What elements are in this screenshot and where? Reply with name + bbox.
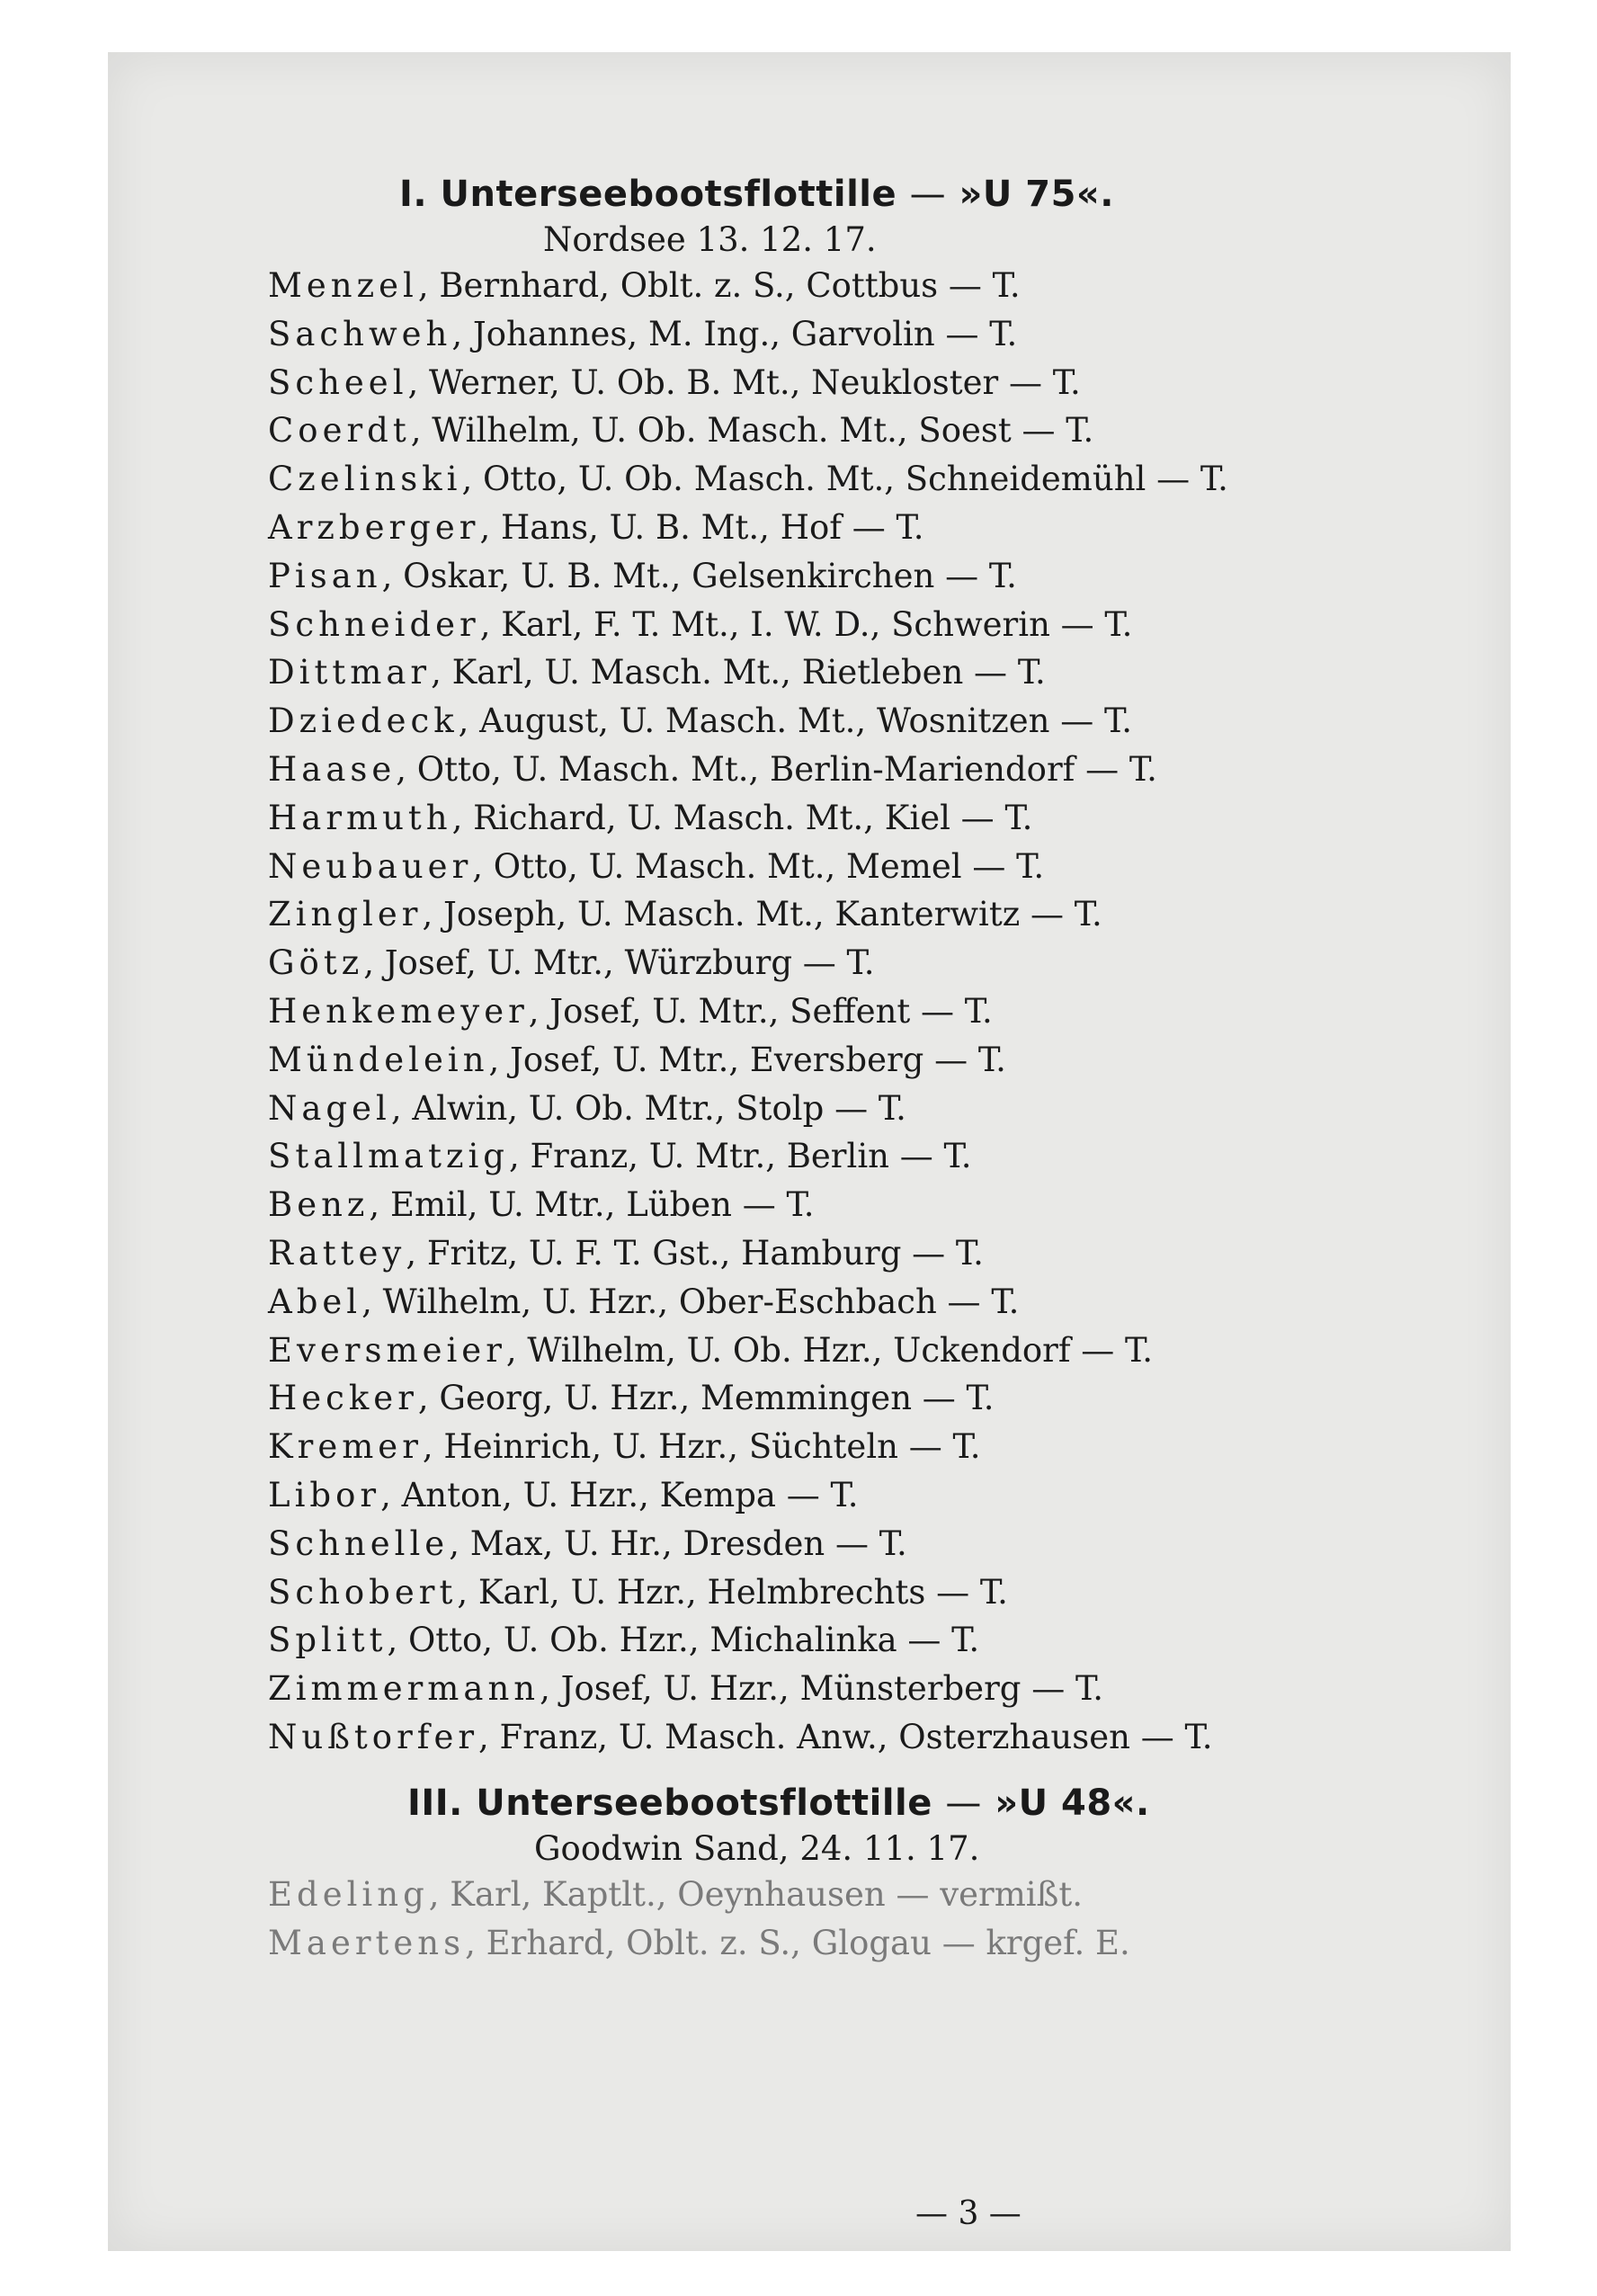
entry-details: , Wilhelm, U. Hzr., Ober-Eschbach — T. (361, 1282, 1020, 1321)
entry-details: , Franz, U. Mtr., Berlin — T. (508, 1137, 972, 1176)
entry-details: , Otto, U. Ob. Hzr., Michalinka — T. (387, 1621, 980, 1660)
list-item (268, 1327, 1347, 1375)
list-item (268, 890, 1347, 939)
list-item (268, 455, 1347, 504)
entry-details: , Heinrich, U. Hzr., Süchteln — T. (422, 1427, 981, 1467)
entry-details: , Franz, U. Masch. Anw., Osterzhausen — T. (478, 1717, 1213, 1756)
list-item (268, 939, 1347, 987)
surname: Stallmatzig (268, 1137, 509, 1176)
boat-name: »U 48«. (995, 1782, 1150, 1824)
section-heading-1 (399, 171, 1347, 218)
entry-details: , Karl, Kaptlt., Oeynhausen — vermißt. (428, 1874, 1083, 1914)
surname: Götz (268, 943, 364, 983)
entry-details: , Max, U. Hr., Dresden — T. (449, 1523, 907, 1563)
document-content (268, 171, 1347, 2232)
list-item (268, 406, 1347, 455)
surname: Mündelein (268, 1040, 489, 1079)
list-item (268, 1085, 1347, 1133)
list-item (268, 1181, 1347, 1229)
surname: Abel (268, 1282, 362, 1321)
flotilla-title: III. Unterseebootsflottille (407, 1782, 932, 1824)
entry-details: , Joseph, U. Masch. Mt., Kanterwitz — T. (422, 895, 1102, 934)
entry-details: , Josef, U. Mtr., Würzburg — T. (363, 943, 875, 983)
surname: Dittmar (268, 653, 432, 692)
list-item (268, 1616, 1347, 1665)
entry-details: , Fritz, U. F. T. Gst., Hamburg — T. (406, 1233, 984, 1273)
flotilla-title: I. Unterseebootsflottille (399, 174, 897, 215)
surname: Schnelle (268, 1523, 450, 1563)
list-item (268, 1520, 1347, 1568)
surname: Sachweh (268, 314, 452, 353)
list-item (268, 697, 1347, 746)
list-item (268, 1423, 1347, 1471)
entry-details: , Karl, U. Hzr., Helmbrechts — T. (457, 1572, 1008, 1612)
list-item (268, 310, 1347, 359)
list-item (268, 1278, 1347, 1327)
surname: Rattey (268, 1233, 406, 1273)
surname: Menzel (268, 266, 418, 305)
list-item (268, 359, 1347, 407)
entry-details: , Oskar, U. B. Mt., Gelsenkirchen — T. (381, 556, 1017, 595)
entry-details: , Anton, U. Hzr., Kempa — T. (380, 1475, 859, 1514)
list-item (268, 262, 1347, 310)
boat-name: »U 75«. (959, 174, 1114, 215)
entry-details: , Karl, F. T. Mt., I. W. D., Schwerin — T. (479, 604, 1133, 644)
list-item (268, 1665, 1347, 1713)
list-item (268, 1132, 1347, 1181)
surname: Benz (268, 1185, 370, 1225)
surname: Splitt (268, 1621, 388, 1660)
surname: Scheel (268, 362, 408, 402)
entry-details: , August, U. Masch. Mt., Wosnitzen — T. (458, 701, 1133, 741)
surname: Dziedeck (268, 701, 459, 741)
list-item (268, 1374, 1347, 1423)
entry-details: , Bernhard, Oblt. z. S., Cottbus — T. (417, 266, 1021, 305)
surname: Kremer (268, 1427, 423, 1467)
list-item (268, 1229, 1347, 1278)
casualty-list-1 (268, 262, 1347, 1762)
surname: Nußtorfer (268, 1717, 479, 1756)
surname: Schneider (268, 604, 480, 644)
list-item (268, 746, 1347, 794)
entry-details: , Hans, U. B. Mt., Hof — T. (479, 507, 924, 547)
section-heading-3 (407, 1780, 1347, 1827)
entry-details: , Werner, U. Ob. B. Mt., Neukloster — T. (407, 362, 1081, 402)
entry-details: , Georg, U. Hzr., Memmingen — T. (417, 1379, 995, 1418)
entry-details: , Erhard, Oblt. z. S., Glogau — krgef. E. (465, 1923, 1130, 1962)
entry-details: , Karl, U. Masch. Mt., Rietleben — T. (431, 653, 1046, 692)
surname: Nagel (268, 1088, 391, 1128)
entry-details: , Emil, U. Mtr., Lüben — T. (369, 1185, 815, 1225)
surname: Zimmermann (268, 1669, 540, 1709)
entry-details: , Alwin, U. Ob. Mtr., Stolp — T. (390, 1088, 906, 1128)
casualty-list-3 (268, 1871, 1347, 1968)
entry-details: , Otto, U. Masch. Mt., Berlin-Mariendorf — T. (396, 749, 1157, 789)
list-item (268, 843, 1347, 891)
surname: Zingler (268, 895, 423, 934)
entry-details: , Otto, U. Masch. Mt., Memel — T. (472, 846, 1045, 886)
surname: Edeling (268, 1874, 429, 1914)
entry-details: , Wilhelm, U. Ob. Masch. Mt., Soest — T. (410, 411, 1094, 451)
surname: Schobert (268, 1572, 458, 1612)
entry-details: , Johannes, M. Ing., Garvolin — T. (451, 314, 1018, 353)
entry-details: , Josef, U. Mtr., Eversberg — T. (488, 1040, 1006, 1079)
list-item (268, 552, 1347, 601)
entry-details: , Richard, U. Masch. Mt., Kiel — T. (451, 798, 1033, 837)
entry-details: , Wilhelm, U. Ob. Hzr., Uckendorf — T. (505, 1330, 1154, 1370)
list-item (268, 1471, 1347, 1520)
surname: Neubauer (268, 846, 473, 886)
list-item (268, 504, 1347, 552)
list-item (268, 1871, 1347, 1919)
section-subheading-3: Goodwin Sand, 24. 11. 17. (534, 1828, 980, 1868)
list-item (268, 794, 1347, 843)
surname: Czelinski (268, 460, 462, 499)
surname: Pisan (268, 556, 382, 595)
surname: Hecker (268, 1379, 418, 1418)
list-item (268, 601, 1347, 649)
entry-details: , Otto, U. Ob. Masch. Mt., Schneidemühl — T. (461, 460, 1228, 499)
list-item (268, 1919, 1347, 1968)
surname: Coerdt (268, 411, 411, 451)
surname: Haase (268, 749, 397, 789)
list-item (268, 1568, 1347, 1617)
section-subheading-1: Nordsee 13. 12. 17. (543, 220, 877, 259)
page-number: — 3 — (915, 2195, 1022, 2232)
surname: Harmuth (268, 798, 452, 837)
surname: Henkemeyer (268, 991, 529, 1031)
surname: Maertens (268, 1923, 466, 1962)
entry-details: , Josef, U. Hzr., Münsterberg — T. (540, 1669, 1103, 1709)
heading-dash: — (945, 1782, 982, 1824)
entry-details: , Josef, U. Mtr., Seffent — T. (528, 991, 993, 1031)
heading-dash: — (909, 174, 947, 215)
surname: Libor (268, 1475, 381, 1514)
list-item (268, 1713, 1347, 1762)
list-item (268, 648, 1347, 697)
surname: Eversmeier (268, 1330, 506, 1370)
surname: Arzberger (268, 507, 480, 547)
list-item (268, 1036, 1347, 1085)
list-item (268, 987, 1347, 1036)
